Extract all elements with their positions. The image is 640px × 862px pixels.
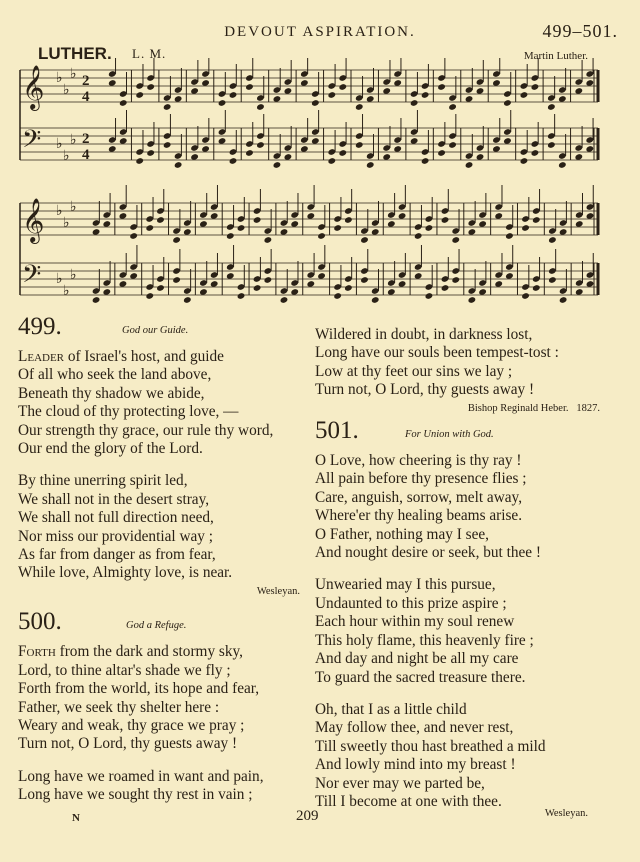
- note-head: [264, 236, 273, 244]
- note-head: [273, 161, 282, 169]
- verse-line: The cloud of thy protecting love, —: [18, 403, 239, 421]
- music-score: [0, 58, 640, 313]
- running-title: DEVOUT ASPIRATION.: [224, 24, 416, 40]
- hymn-author: Wesleyan.: [256, 585, 300, 597]
- note-head: [468, 296, 477, 304]
- hymn-range: 499–501.: [542, 21, 618, 41]
- note-head: [421, 157, 430, 165]
- stanza: [315, 576, 600, 686]
- time-signature: 4: [82, 147, 90, 163]
- verse-line: May follow thee, and never rest,: [315, 719, 514, 737]
- right-column: [315, 326, 600, 811]
- verse-line: We shall not full direction need,: [18, 509, 214, 527]
- key-flat: ♭: [56, 272, 63, 287]
- verse-line: Forth from the dark and stormy sky,: [18, 643, 244, 661]
- note-head: [156, 216, 165, 224]
- key-flat: ♭: [63, 83, 70, 98]
- verse-line: Where'er thy healing beams arise.: [315, 507, 523, 525]
- stanza: [315, 452, 600, 562]
- verse-line: O Father, nothing may I see,: [315, 525, 489, 543]
- note-head: [425, 224, 434, 232]
- note-head: [558, 161, 567, 169]
- note-head: [145, 224, 154, 232]
- note-head: [229, 157, 238, 165]
- verse-line: Nor ever may we parted be,: [315, 774, 485, 792]
- verse-line: Long have we roamed in want and pain,: [18, 767, 264, 785]
- verse-line: Long have we sought thy rest in vain ;: [18, 786, 253, 804]
- note-head: [245, 83, 254, 91]
- bass-clef: 𝄢: [22, 260, 42, 295]
- note-head: [531, 83, 540, 91]
- note-head: [441, 284, 450, 292]
- hymn-499-header: [18, 313, 300, 348]
- verse-line: Long have our souls been tempest-tost :: [315, 344, 559, 362]
- note-head: [451, 276, 460, 284]
- key-flat: ♭: [70, 268, 77, 283]
- verse-line: All pain before thy presence flies ;: [315, 470, 527, 488]
- note-head: [503, 99, 512, 107]
- note-head: [548, 236, 557, 244]
- treble-clef: 𝄞: [22, 198, 45, 242]
- verse-line: O Love, how cheering is thy ray !: [315, 452, 522, 470]
- note-head: [92, 296, 101, 304]
- note-head: [333, 224, 342, 232]
- note-head: [521, 224, 530, 232]
- verse-line: Unwearied may I this pursue,: [315, 576, 496, 594]
- verse-line: And nought desire or seek, but thee !: [315, 544, 541, 562]
- note-head: [360, 236, 369, 244]
- time-signature: 4: [82, 89, 90, 105]
- note-head: [520, 157, 529, 165]
- bass-clef: 𝄢: [22, 125, 42, 160]
- note-head: [366, 161, 375, 169]
- note-head: [548, 276, 557, 284]
- verse-line: Leader of Israel's host, and guide: [18, 348, 224, 365]
- note-head: [174, 161, 183, 169]
- tune-name: LUTHER.: [38, 44, 112, 63]
- hymn-number: 501.: [315, 417, 359, 445]
- hymn-500-header: [18, 608, 300, 643]
- hymn-number: 499.: [18, 313, 62, 340]
- verse-line: By thine unerring spirit led,: [18, 472, 188, 490]
- verse-line: Oh, that I as a little child: [315, 700, 467, 718]
- author-year: 1827.: [576, 402, 600, 414]
- note-head: [256, 141, 265, 149]
- note-head: [448, 141, 457, 149]
- hymn-number: 500.: [18, 608, 62, 636]
- note-head: [253, 284, 262, 292]
- note-head: [521, 292, 530, 300]
- verse-line: While love, Almighty love, is near.: [18, 564, 233, 582]
- tune-meter: L. M.: [132, 46, 167, 61]
- note-head: [441, 216, 450, 224]
- note-head: [355, 141, 364, 149]
- verse-line: Turn not, O Lord, thy guests away !: [18, 735, 238, 753]
- note-head: [146, 149, 155, 157]
- hymn-title: God a Refuge.: [126, 620, 187, 632]
- note-head: [146, 83, 155, 91]
- composer: Martin Luther.: [523, 50, 588, 62]
- treble-clef: 𝄞: [22, 65, 45, 109]
- note-head: [371, 296, 380, 304]
- verse-line: Beneath thy shadow we abide,: [18, 384, 205, 402]
- stanza: [18, 768, 300, 805]
- note-head: [338, 149, 347, 157]
- note-head: [237, 224, 246, 232]
- verse-line: Our strength thy grace, our rule thy word,: [18, 421, 274, 439]
- verse-line: Each hour within my soul renew: [315, 613, 515, 631]
- key-flat: ♭: [63, 216, 70, 231]
- note-head: [264, 276, 273, 284]
- note-head: [448, 103, 457, 111]
- stanza: [18, 643, 300, 753]
- key-flat: ♭: [70, 67, 77, 82]
- note-head: [311, 99, 320, 107]
- key-flat: ♭: [56, 204, 63, 219]
- note-head: [333, 292, 342, 300]
- note-head: [547, 103, 556, 111]
- note-head: [145, 292, 154, 300]
- note-head: [465, 161, 474, 169]
- verse-line: Till sweetly thou hast breathed a mild: [315, 737, 546, 755]
- verse-line: Low at thy feet our sins we lay ;: [315, 362, 513, 380]
- verse-line: Forth from the world, its hope and fear,: [18, 680, 260, 698]
- stanza: [18, 472, 300, 582]
- note-head: [172, 236, 181, 244]
- note-head: [344, 284, 353, 292]
- note-head: [229, 91, 238, 99]
- note-head: [135, 157, 144, 165]
- note-head: [119, 99, 128, 107]
- verse-line: Father, we seek thy shelter here :: [18, 698, 220, 716]
- note-head: [344, 216, 353, 224]
- hymn-501-author: Wesleyan.: [544, 808, 588, 819]
- note-head: [360, 276, 369, 284]
- note-head: [256, 103, 265, 111]
- key-flat: ♭: [56, 71, 63, 86]
- signature-mark: N: [72, 812, 80, 824]
- note-head: [421, 91, 430, 99]
- note-head: [163, 141, 172, 149]
- note-head: [425, 292, 434, 300]
- page-number: 209: [296, 808, 319, 824]
- time-signature: 2: [82, 131, 90, 147]
- note-head: [410, 99, 419, 107]
- note-head: [531, 149, 540, 157]
- verse-line: Lord, to thine altar's shade we fly ;: [18, 661, 231, 679]
- verse-line: To guard the sacred treasure there.: [315, 668, 526, 686]
- hymn-title: God our Guide.: [122, 325, 189, 336]
- note-head: [327, 91, 336, 99]
- note-head: [532, 216, 541, 224]
- note-head: [520, 91, 529, 99]
- note-head: [532, 284, 541, 292]
- verse-line: This holy flame, this heavenly fire ;: [315, 631, 534, 649]
- key-flat: ♭: [63, 149, 70, 164]
- verse-line: Turn not, O Lord, thy guests away !: [315, 381, 535, 399]
- verse-line: We shall not in the desert stray,: [18, 490, 210, 508]
- hymn-501-header: [315, 417, 600, 452]
- verse-line: And day and night be all my care: [315, 650, 519, 668]
- hymn-title: For Union with God.: [405, 429, 494, 441]
- note-head: [245, 149, 254, 157]
- verse-line: Till I become at one with thee.: [315, 792, 502, 810]
- verse-line: As far from danger as from fear,: [18, 546, 216, 564]
- verse-line: Of all who seek the land above,: [18, 366, 212, 384]
- note-head: [505, 232, 514, 240]
- note-head: [163, 103, 172, 111]
- verse-line: Our end the glory of the Lord.: [18, 440, 203, 458]
- note-head: [226, 232, 235, 240]
- note-head: [327, 157, 336, 165]
- time-signature: 2: [82, 73, 90, 89]
- left-column: [18, 313, 300, 805]
- verse-line: Care, anguish, sorrow, melt away,: [315, 488, 523, 506]
- note-head: [135, 91, 144, 99]
- verse-line: And lowly mind into my breast !: [315, 756, 516, 774]
- key-flat: ♭: [63, 284, 70, 299]
- key-flat: ♭: [70, 133, 77, 148]
- author-name: Bishop Reginald Heber.: [467, 402, 569, 414]
- note-head: [317, 232, 326, 240]
- note-head: [183, 296, 192, 304]
- stanza: [315, 326, 600, 400]
- verse-line: Undaunted to this prize aspire ;: [315, 594, 507, 612]
- stanza: [18, 348, 300, 458]
- key-flat: ♭: [56, 137, 63, 152]
- verse-line: Weary and weak, thy grace we pray ;: [18, 716, 245, 734]
- note-head: [156, 284, 165, 292]
- note-head: [437, 149, 446, 157]
- verse-line: Wildered in doubt, in darkness lost,: [315, 326, 533, 343]
- note-head: [280, 296, 289, 304]
- note-head: [437, 83, 446, 91]
- note-head: [355, 103, 364, 111]
- note-head: [547, 141, 556, 149]
- note-head: [253, 216, 262, 224]
- note-head: [172, 276, 181, 284]
- key-flat: ♭: [70, 200, 77, 215]
- hymn-author: [315, 400, 600, 418]
- note-head: [218, 99, 227, 107]
- verse-line: Nor miss our providential way ;: [18, 527, 214, 545]
- note-head: [338, 83, 347, 91]
- note-head: [414, 232, 423, 240]
- note-head: [451, 236, 460, 244]
- note-head: [559, 296, 568, 304]
- stanza: [315, 701, 600, 811]
- note-head: [129, 232, 138, 240]
- note-head: [237, 292, 246, 300]
